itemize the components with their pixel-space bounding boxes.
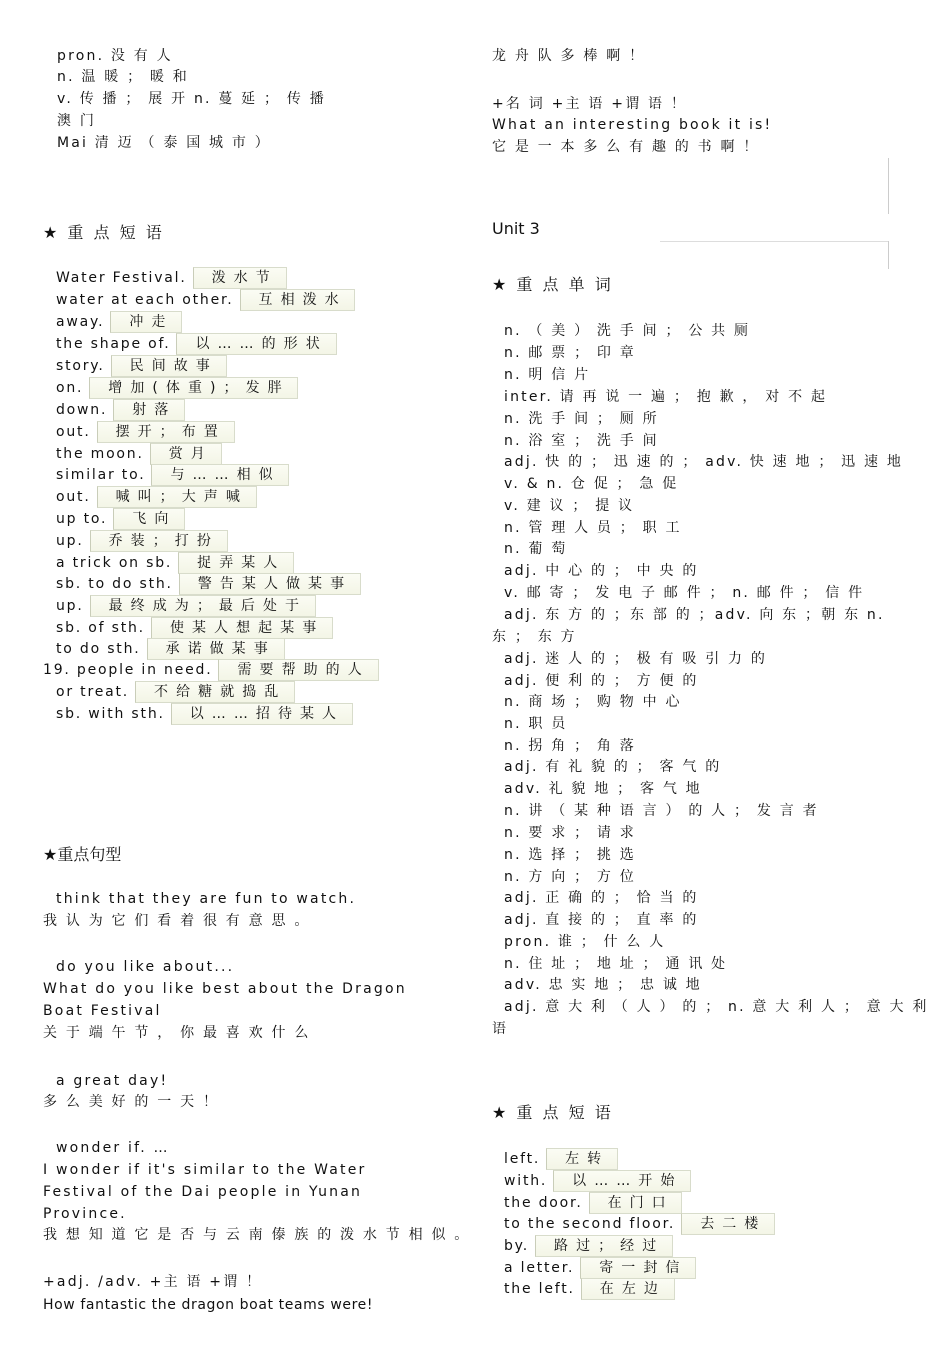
phrase-row [56, 530, 228, 550]
phrase-zh: 赏 月 [150, 443, 222, 465]
word-line: adj. 迷 人 的 ； 极 有 吸 引 力 的 [504, 651, 768, 667]
phrase-en: the moon. [56, 446, 144, 462]
phrase-zh: 飞 向 [113, 508, 185, 530]
phrase-zh: 乔 装 ； 打 扮 [90, 530, 228, 552]
phrase-zh: 需 要 帮 助 的 人 [218, 659, 378, 681]
phrase-en: sb. to do sth. [56, 576, 173, 592]
phrase-row [504, 1170, 691, 1190]
phrase-en: up to. [56, 511, 108, 527]
phrase-en: story. [56, 358, 105, 374]
vocab-line: n. 温 暖 ； 暖 和 [57, 69, 189, 85]
phrase-row [43, 659, 379, 679]
sentence-line: Festival of the Dai people in Yunan [43, 1184, 363, 1200]
words-heading: ★ 重 点 单 词 [492, 275, 614, 294]
phrase-en: down. [56, 402, 108, 418]
phrase-en: with. [504, 1173, 548, 1189]
word-line: v. 邮 寄 ； 发 电 子 邮 件 ； n. 邮 件 ； 信 件 [504, 585, 865, 601]
phrase-row [56, 703, 353, 723]
word-line: v. 建 议 ； 提 议 [504, 498, 635, 514]
sentence-line: I wonder if it's similar to the Water [43, 1162, 367, 1178]
phrase-row [56, 595, 316, 615]
word-line: adj. 便 利 的 ； 方 便 的 [504, 673, 699, 689]
sentence-line: a great day! [56, 1073, 169, 1089]
phrase-row [504, 1235, 673, 1255]
phrase-row [56, 421, 235, 441]
phrase-zh: 警 告 某 人 做 某 事 [179, 573, 361, 595]
phrase-zh: 寄 一 封 信 [580, 1257, 696, 1279]
phrase-zh: 以 … … 开 始 [553, 1170, 691, 1192]
phrase-zh: 承 诺 做 某 事 [147, 638, 285, 660]
phrase-zh: 以 … … 招 待 某 人 [171, 703, 353, 725]
phrase-zh: 摆 开 ； 布 置 [97, 421, 235, 443]
sentence-line: 我 认 为 它 们 看 着 很 有 意 思 。 [43, 913, 311, 929]
phrase-zh: 增 加 ( 体 重 ) ； 发 胖 [89, 377, 298, 399]
phrase-en: the left. [504, 1281, 575, 1297]
phrase-row [56, 311, 182, 331]
sentence-line: +adj. /adv. +主 语 +谓 ！ [43, 1274, 263, 1290]
phrase-zh: 最 终 成 为 ； 最 后 处 于 [90, 595, 316, 617]
sentence-line: 关 于 端 午 节 ， 你 最 喜 欢 什 么 [43, 1025, 311, 1041]
word-line: adj. 有 礼 貌 的 ； 客 气 的 [504, 759, 722, 775]
word-line: v. & n. 仓 促 ； 急 促 [504, 476, 679, 492]
word-line: adv. 礼 貌 地 ； 客 气 地 [504, 781, 702, 797]
phrase-zh: 在 左 边 [581, 1278, 675, 1300]
phrase-row [56, 267, 287, 287]
phrases-heading: ★ 重 点 短 语 [492, 1103, 614, 1122]
phrase-en: to do sth. [56, 641, 141, 657]
word-line: adv. 忠 实 地 ； 忠 诚 地 [504, 977, 702, 993]
phrase-row [504, 1148, 618, 1168]
phrases-heading: ★ 重 点 短 语 [43, 223, 165, 242]
phrase-en: up. [56, 598, 84, 614]
phrase-row [56, 355, 227, 375]
word-line: n. 拐 角 ； 角 落 [504, 738, 636, 754]
phrase-zh: 在 门 口 [589, 1192, 683, 1214]
phrase-en: water at each other. [56, 292, 234, 308]
phrase-row [56, 552, 294, 572]
phrase-zh: 以 … … 的 形 状 [176, 333, 336, 355]
phrase-row [504, 1213, 775, 1233]
sentence-line: What an interesting book it is! [492, 117, 773, 133]
phrase-row [56, 333, 337, 353]
word-line: pron. 谁 ； 什 么 人 [504, 934, 666, 950]
phrase-zh: 射 落 [113, 399, 185, 421]
phrase-en: Water Festival. [56, 270, 187, 286]
phrase-row [56, 377, 298, 397]
sentence-line: 它 是 一 本 多 么 有 趣 的 书 啊 ！ [492, 139, 760, 155]
divider [660, 241, 888, 242]
phrase-zh: 捉 弄 某 人 [178, 552, 294, 574]
sentence-line: think that they are fun to watch. [56, 891, 357, 907]
word-line: adj. 直 接 的 ； 直 率 的 [504, 912, 699, 928]
phrase-en: on. [56, 380, 84, 396]
phrase-zh: 民 间 故 事 [111, 355, 227, 377]
word-line: n. 管 理 人 员 ； 职 工 [504, 520, 682, 536]
word-line: n. 讲 （ 某 种 语 言 ） 的 人 ； 发 言 者 [504, 803, 819, 819]
phrase-en: sb. of sth. [56, 620, 145, 636]
phrase-en: or treat. [56, 684, 130, 700]
divider [888, 158, 889, 214]
word-line: n. （ 美 ） 洗 手 间 ； 公 共 厕 [504, 323, 751, 339]
word-line: n. 邮 票 ； 印 章 [504, 345, 636, 361]
phrase-zh: 冲 走 [110, 311, 182, 333]
phrase-row [56, 681, 295, 701]
phrase-row [56, 486, 257, 506]
word-line: 东 ； 东 方 [492, 629, 577, 645]
divider [888, 241, 889, 269]
word-line: inter. 请 再 说 一 遍 ； 抱 歉 ， 对 不 起 [504, 389, 828, 405]
sentence-line: do you like about... [56, 959, 235, 975]
phrase-en: by. [504, 1238, 530, 1254]
word-line: n. 浴 室 ； 洗 手 间 [504, 433, 659, 449]
phrase-row [56, 399, 185, 419]
phrase-en: 19. people in need. [43, 662, 213, 678]
phrase-en: a letter. [504, 1260, 575, 1276]
phrase-row [56, 508, 185, 528]
phrase-en: left. [504, 1151, 541, 1167]
sentence-line: +名 词 +主 语 +谓 语 ！ [492, 96, 688, 112]
word-line: adj. 中 心 的 ； 中 央 的 [504, 563, 699, 579]
vocab-line: Mai 清 迈 （ 泰 国 城 市 ） [57, 135, 271, 151]
phrase-en: similar to. [56, 467, 146, 483]
phrase-row [504, 1192, 682, 1212]
phrase-en: out. [56, 424, 91, 440]
phrase-en: the shape of. [56, 336, 171, 352]
word-line: n. 住 址 ； 地 址 ； 通 讯 处 [504, 956, 728, 972]
phrase-row [56, 289, 355, 309]
word-line: n. 商 场 ； 购 物 中 心 [504, 694, 682, 710]
phrase-row [504, 1278, 675, 1298]
phrase-zh: 路 过 ； 经 过 [535, 1235, 673, 1257]
phrase-zh: 互 相 泼 水 [240, 289, 356, 311]
vocab-line: 澳 门 [57, 113, 97, 129]
word-line: n. 选 择 ； 挑 选 [504, 847, 636, 863]
sentence-line: Boat Festival [43, 1003, 162, 1019]
unit-title: Unit 3 [492, 219, 540, 238]
vocab-line: v. 传 播 ； 展 开 n. 蔓 延 ； 传 播 [57, 91, 326, 107]
phrase-zh: 左 转 [546, 1148, 618, 1170]
word-line: n. 洗 手 间 ； 厕 所 [504, 411, 659, 427]
word-line: adj. 快 的 ； 迅 速 的 ； adv. 快 速 地 ； 迅 速 地 [504, 454, 904, 470]
sentence-line: How fantastic the dragon boat teams were! [43, 1297, 374, 1313]
phrase-en: sb. with sth. [56, 706, 165, 722]
phrase-en: out. [56, 489, 91, 505]
phrase-en: away. [56, 314, 105, 330]
phrase-en: a trick on sb. [56, 555, 173, 571]
phrase-row [56, 464, 289, 484]
phrase-zh: 不 给 糖 就 捣 乱 [135, 681, 295, 703]
phrase-zh: 去 二 楼 [681, 1213, 775, 1235]
phrase-zh: 与 … … 相 似 [151, 464, 289, 486]
word-line: adj. 正 确 的 ； 恰 当 的 [504, 890, 699, 906]
vocab-line: pron. 没 有 人 [57, 48, 173, 64]
sentence-line: 多 么 美 好 的 一 天 ！ [43, 1094, 220, 1110]
phrase-en: the door. [504, 1195, 583, 1211]
phrase-row [504, 1257, 696, 1277]
phrase-en: up. [56, 533, 84, 549]
word-line: 语 [492, 1021, 509, 1037]
sentence-line: 龙 舟 队 多 棒 啊 ！ [492, 48, 646, 64]
word-line: n. 职 员 [504, 716, 568, 732]
sentence-line: Province. [43, 1206, 127, 1222]
phrase-zh: 使 某 人 想 起 某 事 [151, 617, 333, 639]
sentences-heading: ★重点句型 [43, 845, 122, 864]
sentence-line: 我 想 知 道 它 是 否 与 云 南 傣 族 的 泼 水 节 相 似 。 [43, 1227, 471, 1243]
phrase-row [56, 617, 333, 637]
word-line: n. 要 求 ； 请 求 [504, 825, 636, 841]
phrase-zh: 泼 水 节 [193, 267, 287, 289]
word-line: adj. 东 方 的 ；东 部 的 ；adv. 向 东 ；朝 东 n. [504, 607, 885, 623]
phrase-row [56, 638, 285, 658]
word-line: n. 明 信 片 [504, 367, 591, 383]
word-line: adj. 意 大 利 （ 人 ） 的 ； n. 意 大 利 人 ； 意 大 利 [504, 999, 929, 1015]
phrase-row [56, 443, 222, 463]
phrase-en: to the second floor. [504, 1216, 676, 1232]
sentence-line: What do you like best about the Dragon [43, 981, 407, 997]
word-line: n. 方 向 ； 方 位 [504, 869, 636, 885]
phrase-zh: 喊 叫 ； 大 声 喊 [97, 486, 257, 508]
word-line: n. 葡 萄 [504, 541, 568, 557]
sentence-line: wonder if. … [56, 1140, 170, 1156]
phrase-row [56, 573, 361, 593]
